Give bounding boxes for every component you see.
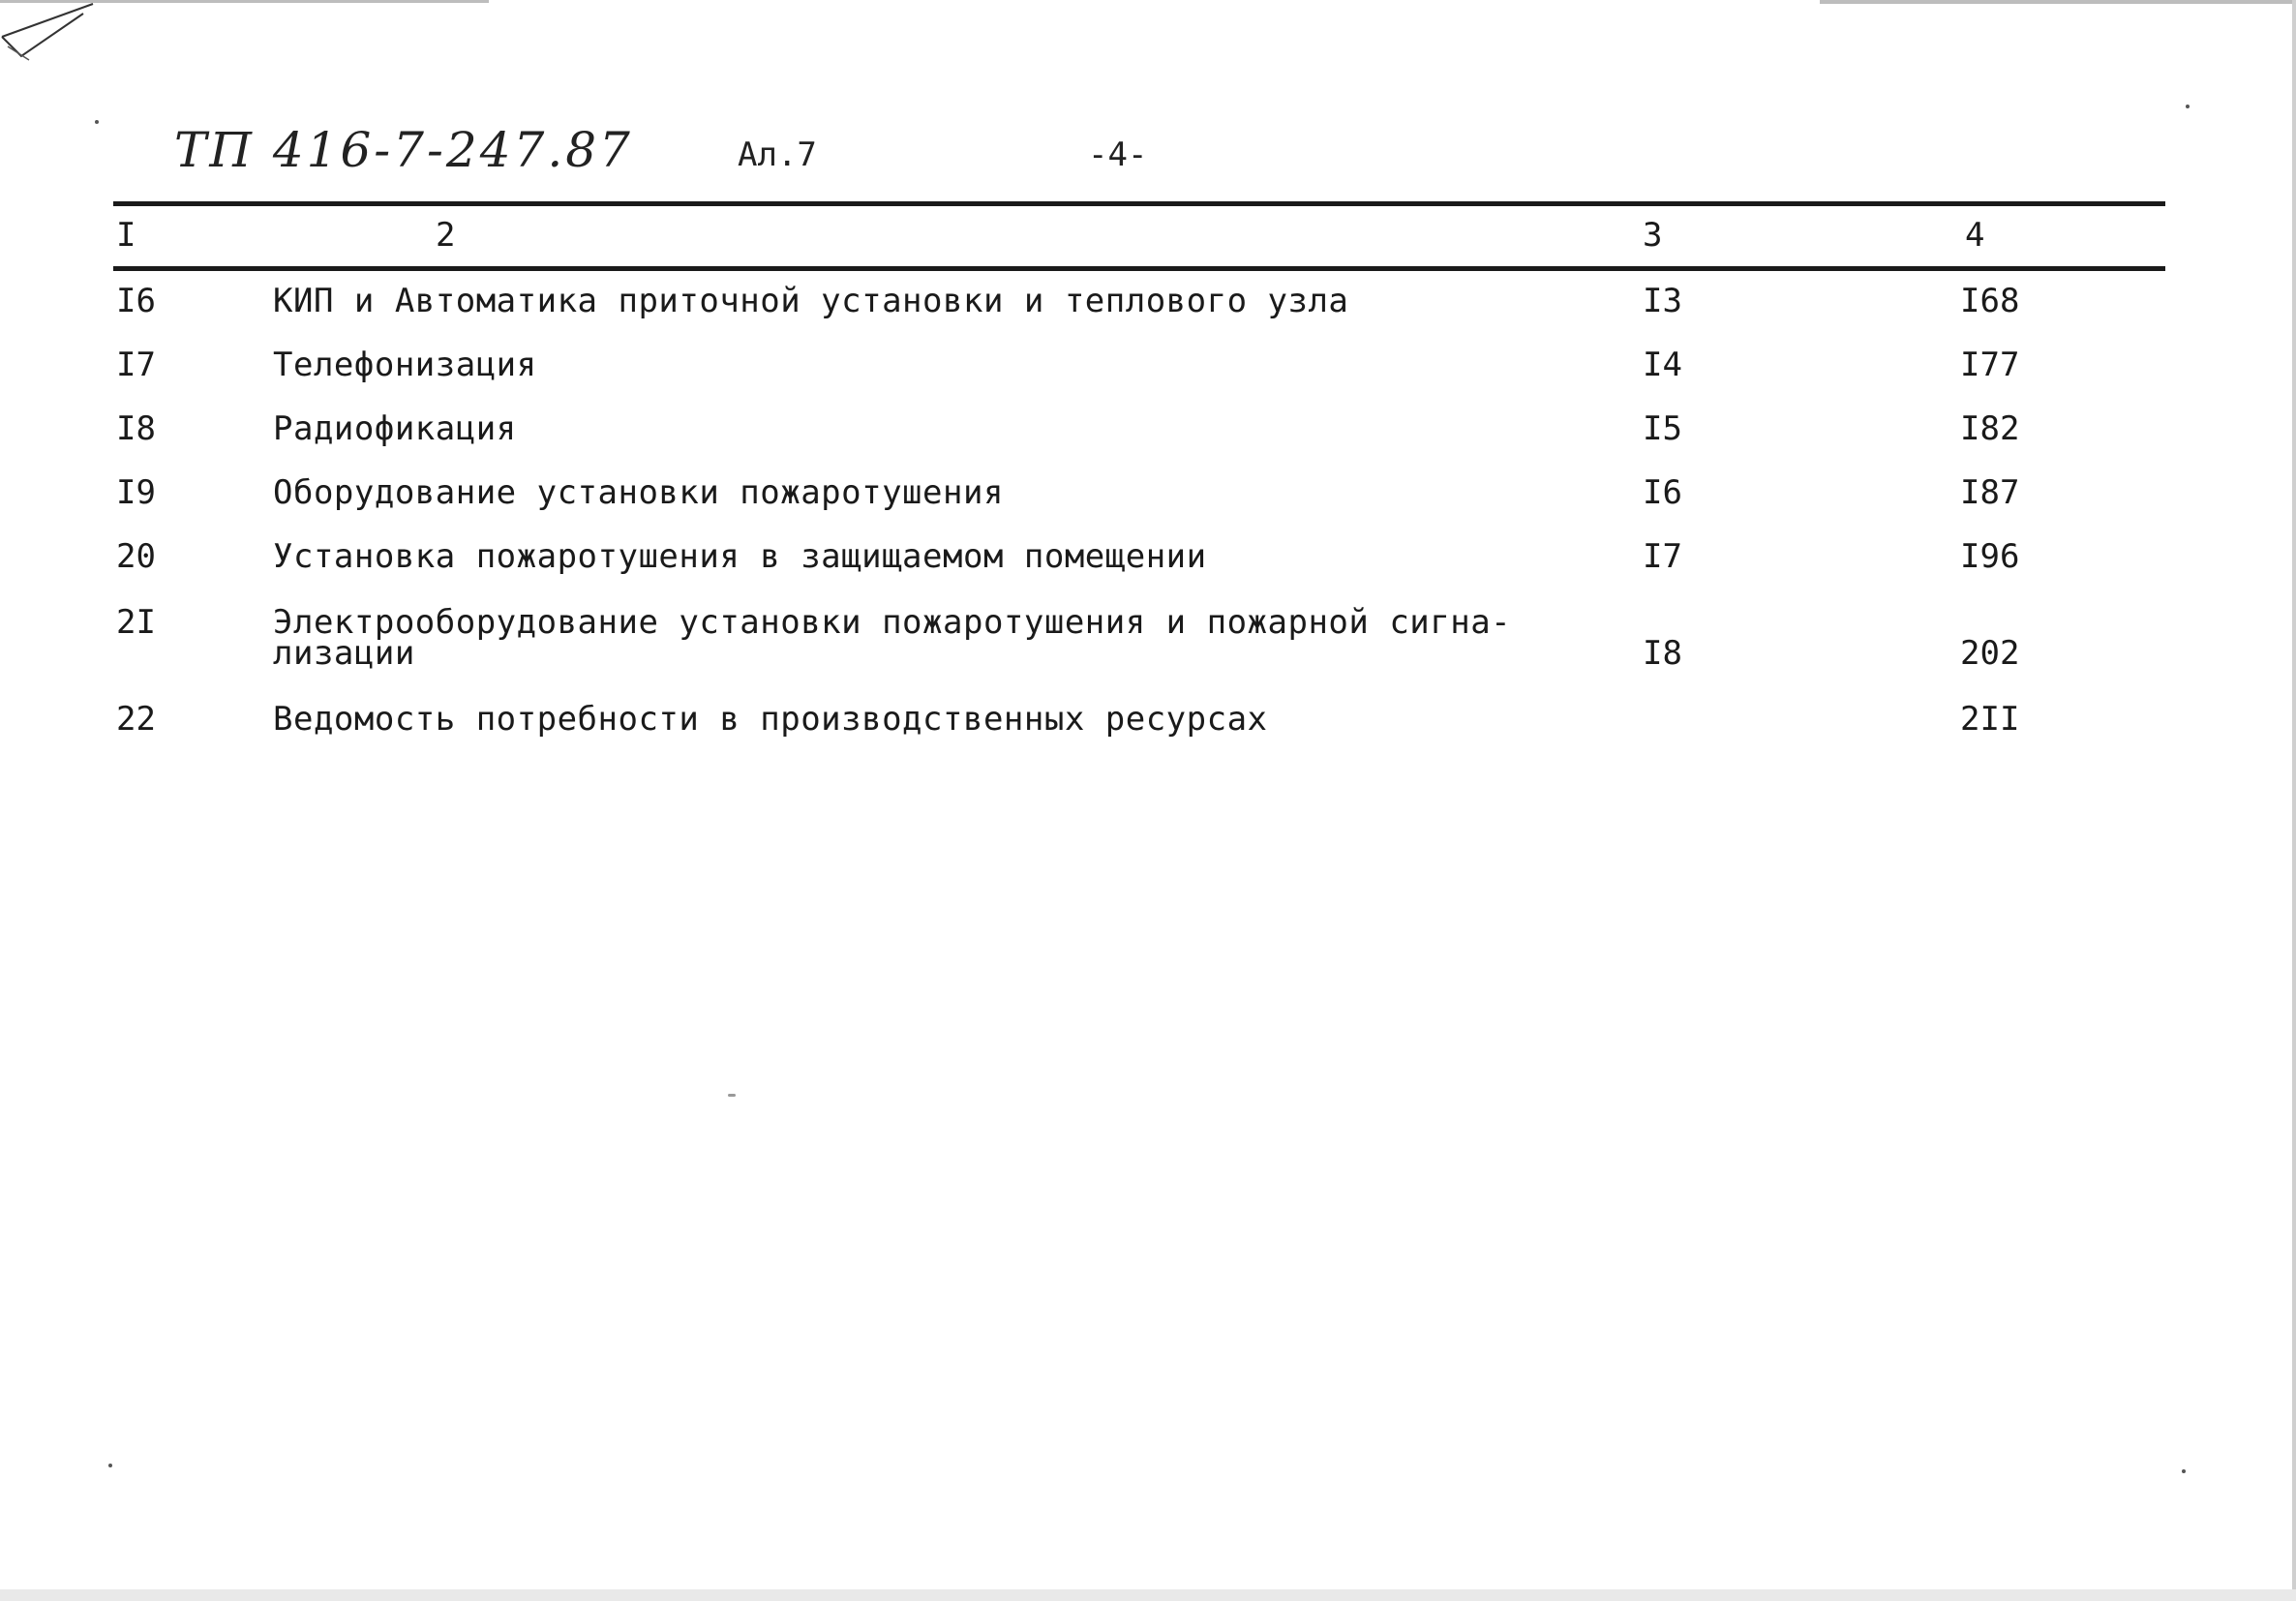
row-number: I7 [116, 346, 156, 384]
row-page: I87 [1960, 473, 2020, 512]
row-number: 20 [116, 537, 156, 576]
sheet-edge [2292, 0, 2296, 1601]
row-number: I6 [116, 282, 156, 320]
table-header-rule [113, 266, 2165, 271]
row-sheet: I7 [1643, 537, 1682, 576]
row-title: Электрооборудование установки пожаротушения и пожарной сигна- [273, 603, 1512, 642]
row-page: I68 [1960, 282, 2020, 320]
row-sheet: I6 [1643, 473, 1682, 512]
row-title-continuation: лизации [273, 634, 415, 673]
row-page: I77 [1960, 346, 2020, 384]
row-number: I9 [116, 473, 156, 512]
row-page: 202 [1960, 634, 2020, 673]
document-code: ТП 416-7-247.87 [174, 122, 633, 178]
row-number: I8 [116, 409, 156, 448]
sheet-edge [1820, 0, 2296, 4]
row-sheet: I5 [1643, 409, 1682, 448]
row-page: I96 [1960, 537, 2020, 576]
row-title: КИП и Автоматика приточной установки и теплового узла [273, 282, 1349, 320]
row-title: Ведомость потребности в производственных ресурсах [273, 700, 1268, 739]
scan-speck [2182, 1469, 2186, 1473]
row-page: I82 [1960, 409, 2020, 448]
sheet-bottom-shadow [0, 1589, 2296, 1601]
row-sheet: I8 [1643, 634, 1682, 673]
scan-speck [108, 1464, 112, 1467]
column-header-4: 4 [1965, 216, 1985, 255]
row-sheet: I4 [1643, 346, 1682, 384]
column-header-1: I [116, 216, 136, 255]
row-title: Радиофикация [273, 409, 517, 448]
table-top-rule [113, 201, 2165, 206]
folded-corner-mark [0, 0, 106, 68]
row-number: 22 [116, 700, 156, 739]
column-header-3: 3 [1643, 216, 1663, 255]
scan-speck [2186, 105, 2190, 108]
scan-speck [728, 1094, 736, 1097]
row-title: Телефонизация [273, 346, 537, 384]
row-page: 2II [1960, 700, 2020, 739]
row-sheet: I3 [1643, 282, 1682, 320]
scan-speck [95, 120, 99, 124]
row-number: 2I [116, 603, 156, 642]
row-title: Установка пожаротушения в защищаемом помещении [273, 537, 1207, 576]
page-number: -4- [1088, 136, 1148, 174]
column-header-2: 2 [436, 216, 456, 255]
row-title: Оборудование установки пожаротушения [273, 473, 1004, 512]
sheet-label: Ал.7 [738, 136, 817, 174]
